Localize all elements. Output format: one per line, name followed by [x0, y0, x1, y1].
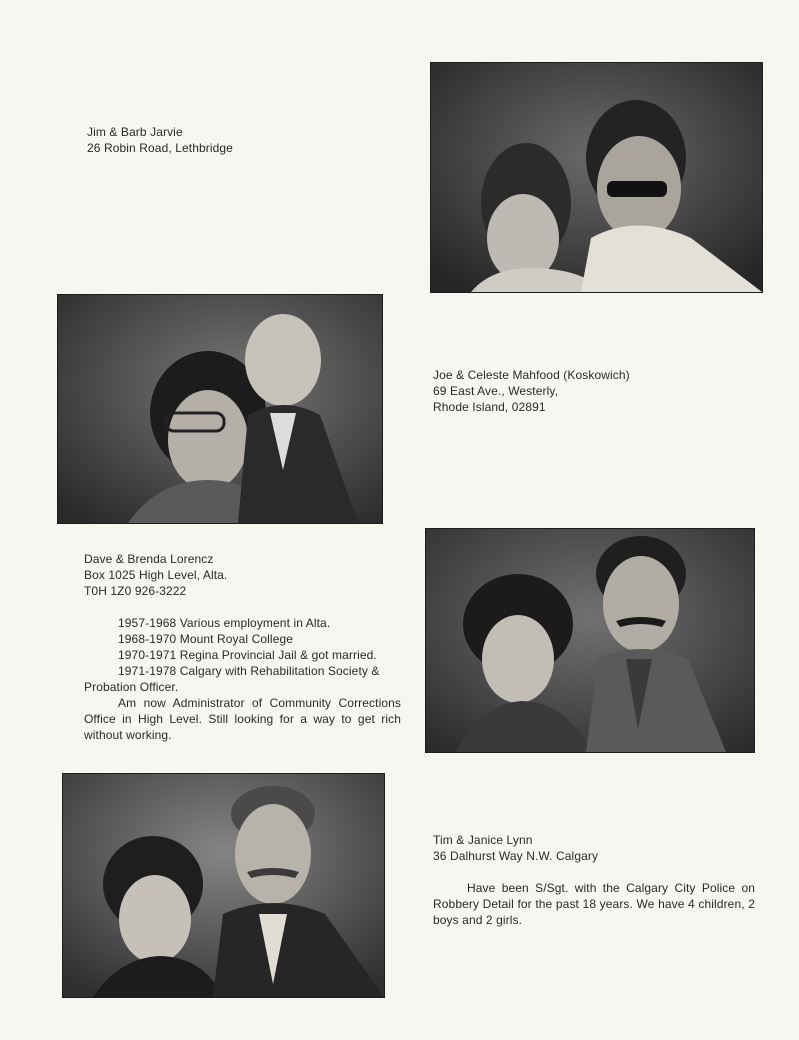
entry-address-line: T0H 1Z0 926-3222 [84, 584, 187, 598]
photo-lynn [63, 774, 384, 997]
bio-paragraph: Have been S/Sgt. with the Calgary City Police on Robbery Detail for the past 18 years. We have 4 children, 2 boys and 2 girls. [433, 881, 755, 927]
entry-address-line: Box 1025 High Level, Alta. [84, 568, 228, 582]
bio-paragraph: Am now Administrator of Community Corrections Office in High Level. Still looking for a way to get rich without working. [84, 696, 401, 742]
entry-names: Dave & Brenda Lorencz [84, 552, 214, 566]
entry-address-line: Rhode Island, 02891 [433, 400, 546, 414]
bio-line: 1971-1978 Calgary with Rehabilitation Society & Probation Officer. [84, 664, 380, 694]
entry-names: Joe & Celeste Mahfood (Koskowich) [433, 368, 630, 382]
entry-address-line: 36 Dalhurst Way N.W. Calgary [433, 849, 599, 863]
entry-lorencz-text [84, 551, 401, 743]
bio-line: 1957-1968 Various employment in Alta. [118, 616, 331, 630]
entry-address-line: 26 Robin Road, Lethbridge [87, 141, 233, 155]
entry-address-line: 69 East Ave., Westerly, [433, 384, 559, 398]
photo-jarvie [431, 63, 762, 292]
entry-lynn-text [433, 832, 755, 928]
photo-mahfood [426, 529, 754, 752]
bio-line: 1970-1971 Regina Provincial Jail & got married. [118, 648, 377, 662]
entry-names: Jim & Barb Jarvie [87, 125, 183, 139]
bio-line: 1968-1970 Mount Royal College [118, 632, 294, 646]
entry-jarvie-text [87, 124, 367, 156]
entry-names: Tim & Janice Lynn [433, 833, 533, 847]
photo-lorencz [58, 295, 382, 523]
entry-mahfood-text [433, 367, 733, 415]
